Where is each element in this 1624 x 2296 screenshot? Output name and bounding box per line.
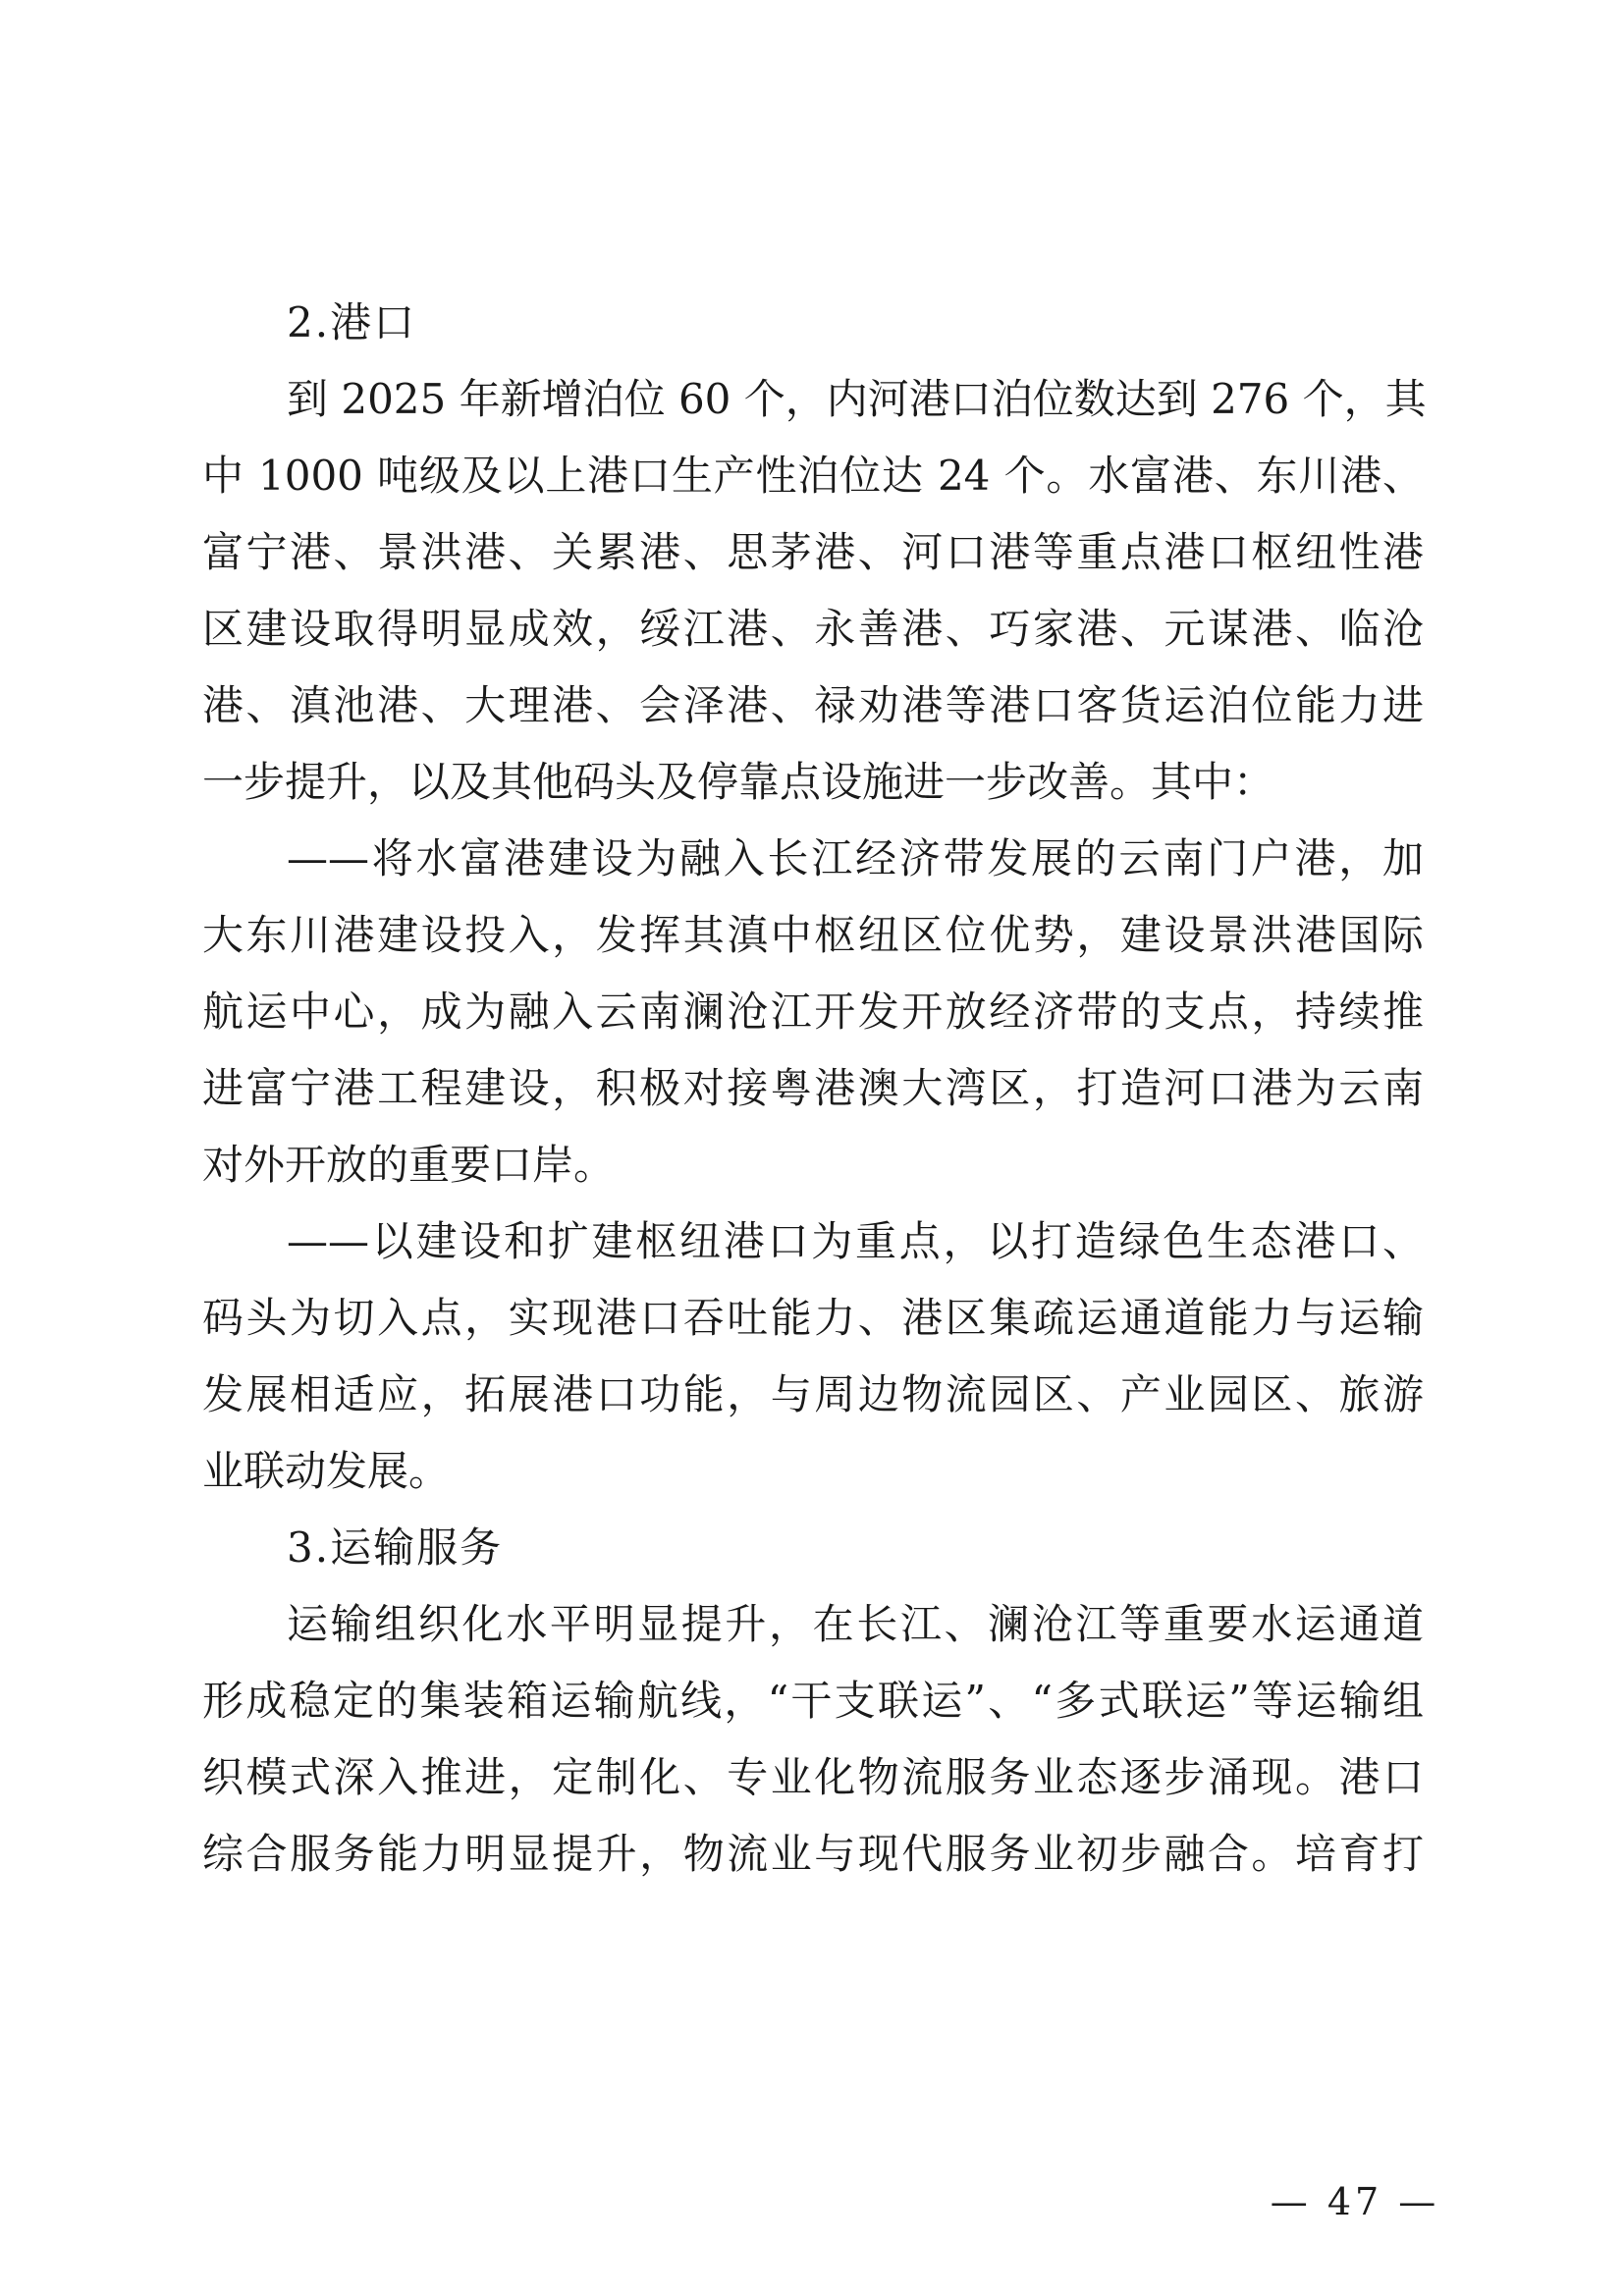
section-heading-transport-services: 3.运输服务 (287, 1523, 504, 1572)
text-line: 业联动发展。 (202, 1447, 451, 1495)
text-line: 码头为切入点，实现港口吞吐能力、港区集疏运通道能力与运输 (202, 1294, 1424, 1342)
text-line: 一步提升，以及其他码头及停靠点设施进一步改善。其中： (202, 758, 1275, 806)
text-line: 综合服务能力明显提升，物流业与现代服务业初步融合。培育打 (202, 1830, 1424, 1878)
page-number: — 47 — (1270, 2180, 1440, 2223)
text-line: 到 2025 年新增泊位 60 个，内河港口泊位数达到 276 个，其 (287, 375, 1427, 423)
text-line: ——将水富港建设为融入长江经济带发展的云南门户港，加 (287, 834, 1424, 882)
text-line: ——以建设和扩建枢纽港口为重点，以打造绿色生态港口、 (287, 1217, 1424, 1265)
paragraph-ports-hub (202, 1203, 1424, 1510)
paragraph-ports-targets (202, 361, 1427, 821)
text-line: 运输组织化水平明显提升，在长江、澜沧江等重要水运通道 (287, 1600, 1424, 1648)
text-line: 航运中心，成为融入云南澜沧江开发开放经济带的支点，持续推 (202, 988, 1424, 1036)
text-line: 发展相适应，拓展港口功能，与周边物流园区、产业园区、旅游 (202, 1370, 1424, 1418)
section-heading-ports: 2.港口 (287, 298, 417, 347)
text-line: 进富宁港工程建设，积极对接粤港澳大湾区，打造河口港为云南 (202, 1064, 1424, 1112)
document-body (202, 285, 1427, 1893)
text-line: 区建设取得明显成效，绥江港、永善港、巧家港、元谋港、临沧 (202, 605, 1424, 653)
text-line: 对外开放的重要口岸。 (202, 1141, 616, 1189)
text-line: 富宁港、景洪港、关累港、思茅港、河口港等重点港口枢纽性港 (202, 528, 1424, 576)
text-line: 形成稳定的集装箱运输航线，“干支联运”、“多式联运”等运输组 (202, 1677, 1424, 1725)
text-line: 中 1000 吨级及以上港口生产性泊位达 24 个。水富港、东川港、 (202, 452, 1424, 500)
text-line: 织模式深入推进，定制化、专业化物流服务业态逐步涌现。港口 (202, 1753, 1424, 1801)
text-line: 港、滇池港、大理港、会泽港、禄劝港等港口客货运泊位能力进 (202, 681, 1424, 729)
text-line: 大东川港建设投入，发挥其滇中枢纽区位优势，建设景洪港国际 (202, 911, 1424, 959)
paragraph-transport-services (202, 1586, 1424, 1893)
paragraph-ports-shuifu (202, 821, 1424, 1203)
